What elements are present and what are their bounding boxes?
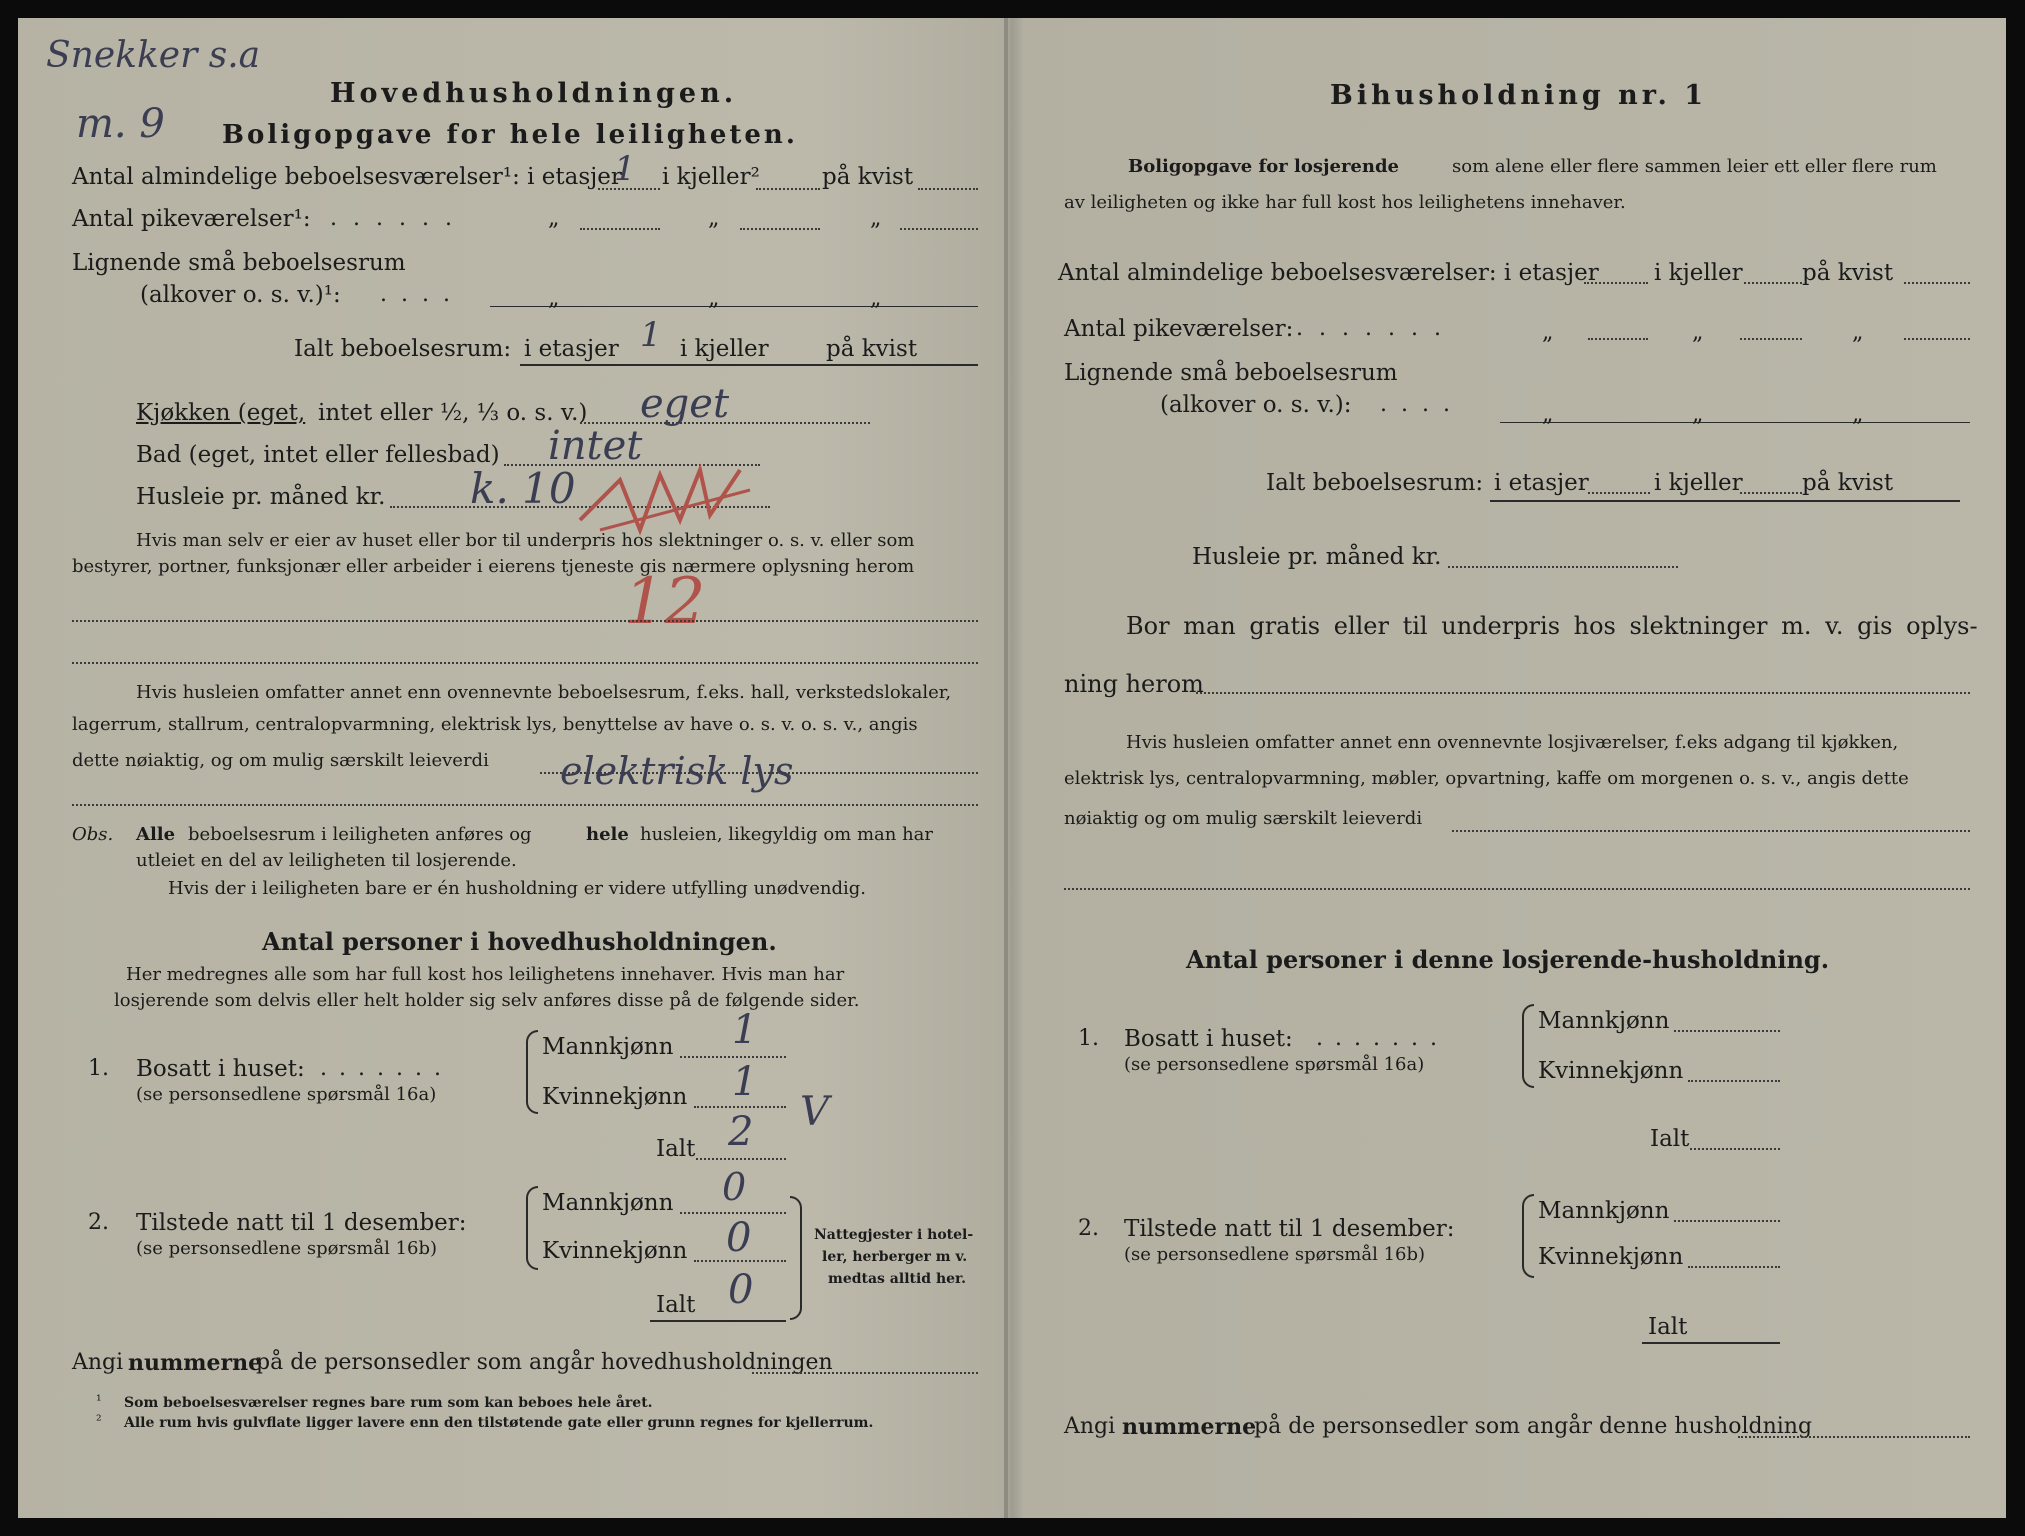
right-free-line1: Bor man gratis eller til underpris hos slektninger m. v. gis oplys-: [1126, 612, 1978, 640]
left-persons-note2: losjerende som delvis eller helt holder sig selv anføres disse på de følgende sider.: [114, 990, 860, 1011]
left-q2-number: 2.: [88, 1210, 109, 1235]
right-q2-female-label: Kvinnekjønn: [1538, 1244, 1684, 1270]
left-q2-right-brace: [790, 1196, 802, 1320]
left-persons-title: Antal personer i hovedhusholdningen.: [262, 927, 777, 956]
left-maid-rooms-label: Antal pikeværelser¹:: [72, 206, 311, 232]
right-ditto: „: [1852, 402, 1864, 427]
right-small-dots: ....: [1380, 392, 1464, 417]
left-q2-female-value: 0: [726, 1215, 752, 1261]
left-obs-line1b: husleien, likegyldig om man har: [640, 824, 933, 845]
left-includes-extra-line: [72, 804, 978, 806]
right-rooms-label: Antal almindelige beboelsesværelser: i etasjer: [1058, 260, 1599, 286]
left-q2-male-label: Mannkjønn: [542, 1190, 674, 1216]
left-ditto: „: [708, 206, 720, 231]
right-q2-number: 2.: [1078, 1216, 1099, 1241]
handwritten-occupation: Snekker s.a: [46, 35, 261, 76]
right-title: Bihusholdning nr. 1: [1330, 80, 1708, 111]
right-rooms-cellar-label: i kjeller: [1654, 260, 1743, 286]
left-q1-female-label: Kvinnekjønn: [542, 1084, 688, 1110]
left-q1-male-label: Mannkjønn: [542, 1034, 674, 1060]
right-ditto: „: [1692, 402, 1704, 427]
right-maid-cellar-line: [1740, 338, 1802, 340]
check-mark: V: [800, 1089, 829, 1135]
right-rent-label: Husleie pr. måned kr.: [1192, 544, 1442, 570]
left-q2-male-value: 0: [722, 1165, 747, 1209]
right-ditto: „: [1692, 320, 1704, 345]
right-total-attic-label: på kvist: [1802, 470, 1894, 496]
left-kitchen-options: intet eller ½, ⅓ o. s. v.): [318, 400, 588, 426]
right-rent-line: [1448, 566, 1678, 568]
left-q2-total-label: Ialt: [656, 1292, 696, 1318]
left-q1-total-line: [696, 1158, 786, 1160]
left-maid-dots: ......: [330, 206, 468, 231]
left-kitchen-label: Kjøkken (eget,: [136, 400, 306, 426]
left-q2-male-line: [680, 1212, 786, 1214]
right-total-rule: [1490, 500, 1960, 502]
left-includes-line3: dette nøiaktig, og om mulig særskilt leieverdi: [72, 750, 489, 771]
right-rooms-attic-label: på kvist: [1802, 260, 1894, 286]
right-total-cellar-label: i kjeller: [1654, 470, 1743, 496]
right-q1-dots: .......: [1316, 1026, 1449, 1051]
guest-note-line3: medtas alltid her.: [828, 1271, 967, 1287]
left-rooms-cellar-label: i kjeller²: [662, 164, 760, 190]
left-ditto: „: [870, 286, 882, 311]
right-intro-bold: Boligopgave for losjerende: [1128, 156, 1400, 177]
left-maid-floor-line: [580, 228, 660, 230]
left-rent-value: k. 10: [470, 464, 576, 513]
right-free-line: [1196, 692, 1970, 694]
left-rooms-floor-value: 1: [614, 149, 636, 189]
left-rooms-cellar-line: [756, 188, 820, 190]
right-small-rooms-sublabel: (alkover o. s. v.):: [1160, 392, 1352, 418]
left-small-rooms-sublabel: (alkover o. s. v.)¹:: [140, 282, 341, 308]
left-obs-label: Obs.: [72, 824, 114, 845]
right-total-floor-label: i etasjer: [1494, 470, 1589, 496]
left-q2-total-value: 0: [728, 1267, 754, 1313]
right-maid-dots: .......: [1296, 316, 1457, 341]
left-maid-cellar-line: [740, 228, 820, 230]
right-q1-label: Bosatt i huset:: [1124, 1026, 1293, 1052]
left-rooms-attic-label: på kvist: [822, 164, 914, 190]
left-q1-female-line: [694, 1106, 786, 1108]
right-ditto: „: [1852, 320, 1864, 345]
right-q2-brace: [1522, 1194, 1534, 1278]
left-small-rooms-line: [490, 306, 978, 307]
left-total-attic-label: på kvist: [826, 336, 918, 362]
right-includes-extra-line: [1064, 888, 1970, 890]
right-q1-sublabel: (se personsedlene spørsmål 16a): [1124, 1054, 1425, 1075]
left-angi-bold: nummerne: [128, 1350, 263, 1376]
left-bath-value: intet: [548, 423, 643, 469]
left-q2-total-rule: [650, 1320, 786, 1322]
left-q1-female-value: 1: [732, 1059, 758, 1105]
left-persons-note1: Her medregnes alle som har full kost hos leilighetens innehaver. Hvis man har: [126, 964, 845, 985]
left-ditto: „: [548, 206, 560, 231]
right-free-line2: ning herom: [1064, 670, 1204, 698]
left-obs-line3: Hvis der i leiligheten bare er én husholdning er videre utfylling unødvendig.: [168, 878, 867, 899]
right-rooms-attic-line: [1904, 282, 1970, 284]
left-obs-line2: utleiet en del av leiligheten til losjerende.: [136, 850, 517, 871]
right-q1-male-label: Mannkjønn: [1538, 1008, 1670, 1034]
right-total-cellar-line: [1740, 492, 1802, 494]
right-q2-female-line: [1688, 1266, 1780, 1268]
handwritten-number: m. 9: [76, 101, 165, 147]
right-angi-bold: nummerne: [1122, 1414, 1257, 1440]
left-total-rule: [520, 364, 978, 366]
right-maid-rooms-label: Antal pikeværelser:: [1064, 316, 1294, 342]
left-q2-female-label: Kvinnekjønn: [542, 1238, 688, 1264]
left-owner-note-line-a: [72, 620, 978, 622]
left-small-rooms-label: Lignende små beboelsesrum: [72, 250, 406, 276]
footnote-marker-1: ¹: [96, 1393, 102, 1409]
left-rooms-attic-line: [918, 188, 978, 190]
right-q1-total-line: [1690, 1148, 1780, 1150]
left-obs-alle: Alle: [136, 824, 176, 845]
left-q2-label: Tilstede natt til 1 desember:: [136, 1210, 467, 1236]
right-q1-female-label: Kvinnekjønn: [1538, 1058, 1684, 1084]
left-owner-note-line-b: [72, 662, 978, 664]
left-title: Hovedhusholdningen.: [330, 78, 738, 109]
left-angi-line: [752, 1372, 978, 1374]
left-q1-total-value: 2: [728, 1109, 754, 1155]
left-includes-value: elektrisk lys: [560, 749, 794, 793]
left-includes-line2: lagerrum, stallrum, centralopvarmning, elektrisk lys, benyttelse av have o. s. v. o. s. v., angis: [72, 714, 918, 735]
right-maid-attic-line: [1904, 338, 1970, 340]
right-q1-total-label: Ialt: [1650, 1126, 1690, 1152]
left-q1-brace: [526, 1030, 538, 1114]
right-ditto: „: [1542, 320, 1554, 345]
right-q2-total-label: Ialt: [1648, 1314, 1688, 1340]
right-q1-male-line: [1674, 1030, 1780, 1032]
left-total-floor-value: 1: [640, 315, 662, 355]
left-q1-male-value: 1: [732, 1007, 758, 1053]
right-angi-line: [1738, 1436, 1970, 1438]
right-includes-line1: Hvis husleien omfatter annet enn ovennevnte losjiværelser, f.eks adgang til kjøkken,: [1126, 732, 1899, 753]
right-q1-brace: [1522, 1004, 1534, 1088]
right-small-rooms-line: [1500, 422, 1970, 423]
left-owner-note-line2: bestyrer, portner, funksjonær eller arbeider i eierens tjeneste gis nærmere oplysning herom: [72, 556, 915, 577]
right-q2-sublabel: (se personsedlene spørsmål 16b): [1124, 1244, 1426, 1265]
left-angi-text: på de personsedler som angår hovedhusholdningen: [256, 1350, 833, 1375]
left-includes-line1: Hvis husleien omfatter annet enn ovennevnte beboelsesrum, f.eks. hall, verkstedslokaler,: [136, 682, 952, 703]
right-angi-text: på de personsedler som angår denne husholdning: [1254, 1414, 1813, 1439]
red-rent-correction: 12: [624, 565, 706, 639]
left-q1-sublabel: (se personsedlene spørsmål 16a): [136, 1084, 437, 1105]
right-q1-female-line: [1688, 1080, 1780, 1082]
right-q2-total-rule: [1642, 1342, 1780, 1344]
right-ditto: „: [1542, 402, 1554, 427]
left-ditto: „: [870, 206, 882, 231]
left-total-rooms-label: Ialt beboelsesrum:: [294, 336, 512, 362]
footnote-1: Som beboelsesværelser regnes bare rum som kan beboes hele året.: [124, 1395, 653, 1411]
right-q1-number: 1.: [1078, 1026, 1099, 1051]
left-obs-hele: hele: [586, 824, 629, 845]
right-includes-line3: nøiaktig og om mulig særskilt leieverdi: [1064, 808, 1423, 829]
right-maid-floor-line: [1588, 338, 1648, 340]
right-intro-line2: av leiligheten og ikke har full kost hos leilighetens innehaver.: [1064, 192, 1626, 213]
left-q1-number: 1.: [88, 1056, 109, 1081]
left-angi-label: Angi: [72, 1350, 124, 1375]
right-total-rooms-label: Ialt beboelsesrum:: [1266, 470, 1484, 496]
left-q2-sublabel: (se personsedlene spørsmål 16b): [136, 1238, 438, 1259]
left-q2-brace: [526, 1186, 538, 1270]
right-q2-male-label: Mannkjønn: [1538, 1198, 1670, 1224]
right-q2-label: Tilstede natt til 1 desember:: [1124, 1216, 1455, 1242]
left-total-floor-label: i etasjer: [524, 336, 619, 362]
page-fold: [1004, 18, 1008, 1518]
left-small-dots: ....: [380, 282, 464, 307]
right-includes-line2: elektrisk lys, centralopvarmning, møbler, opvartning, kaffe om morgenen o. s. v., angis dette: [1064, 768, 1909, 789]
guest-note-line1: Nattegjester i hotel-: [814, 1227, 974, 1243]
right-persons-title: Antal personer i denne losjerende-husholdning.: [1186, 945, 1830, 974]
left-subtitle: Boligopgave for hele leiligheten.: [222, 120, 798, 150]
left-bath-label: Bad (eget, intet eller fellesbad): [136, 442, 500, 468]
left-ditto: „: [708, 286, 720, 311]
footnote-marker-2: ²: [96, 1413, 102, 1429]
right-intro-line1: som alene eller flere sammen leier ett eller flere rum: [1452, 156, 1937, 177]
right-total-floor-line: [1588, 492, 1650, 494]
left-kitchen-value: eget: [640, 381, 730, 427]
footnote-2: Alle rum hvis gulvflate ligger lavere enn den tilstøtende gate eller grunn regnes for kjellerrum.: [124, 1415, 874, 1431]
right-rooms-cellar-line: [1744, 282, 1802, 284]
right-angi-label: Angi: [1064, 1414, 1116, 1439]
guest-note-line2: ler, herberger m v.: [822, 1249, 968, 1265]
left-obs-line1: beboelsesrum i leiligheten anføres og: [188, 824, 532, 845]
left-owner-note-line1: Hvis man selv er eier av huset eller bor til underpris hos slektninger o. s. v. eller som: [136, 530, 915, 551]
left-q1-male-line: [680, 1056, 786, 1058]
left-q1-dots: .......: [320, 1056, 453, 1081]
left-ditto: „: [548, 286, 560, 311]
left-total-cellar-label: i kjeller: [680, 336, 769, 362]
right-rooms-floor-line: [1584, 282, 1648, 284]
left-rooms-label: Antal almindelige beboelsesværelser¹: i etasjer: [72, 164, 622, 190]
left-rent-label: Husleie pr. måned kr.: [136, 484, 386, 510]
left-q1-total-label: Ialt: [656, 1136, 696, 1162]
left-maid-attic-line: [900, 228, 978, 230]
right-includes-value-line: [1452, 830, 1970, 832]
left-q1-label: Bosatt i huset:: [136, 1056, 305, 1082]
right-small-rooms-label: Lignende små beboelsesrum: [1064, 360, 1398, 386]
right-q2-male-line: [1674, 1220, 1780, 1222]
